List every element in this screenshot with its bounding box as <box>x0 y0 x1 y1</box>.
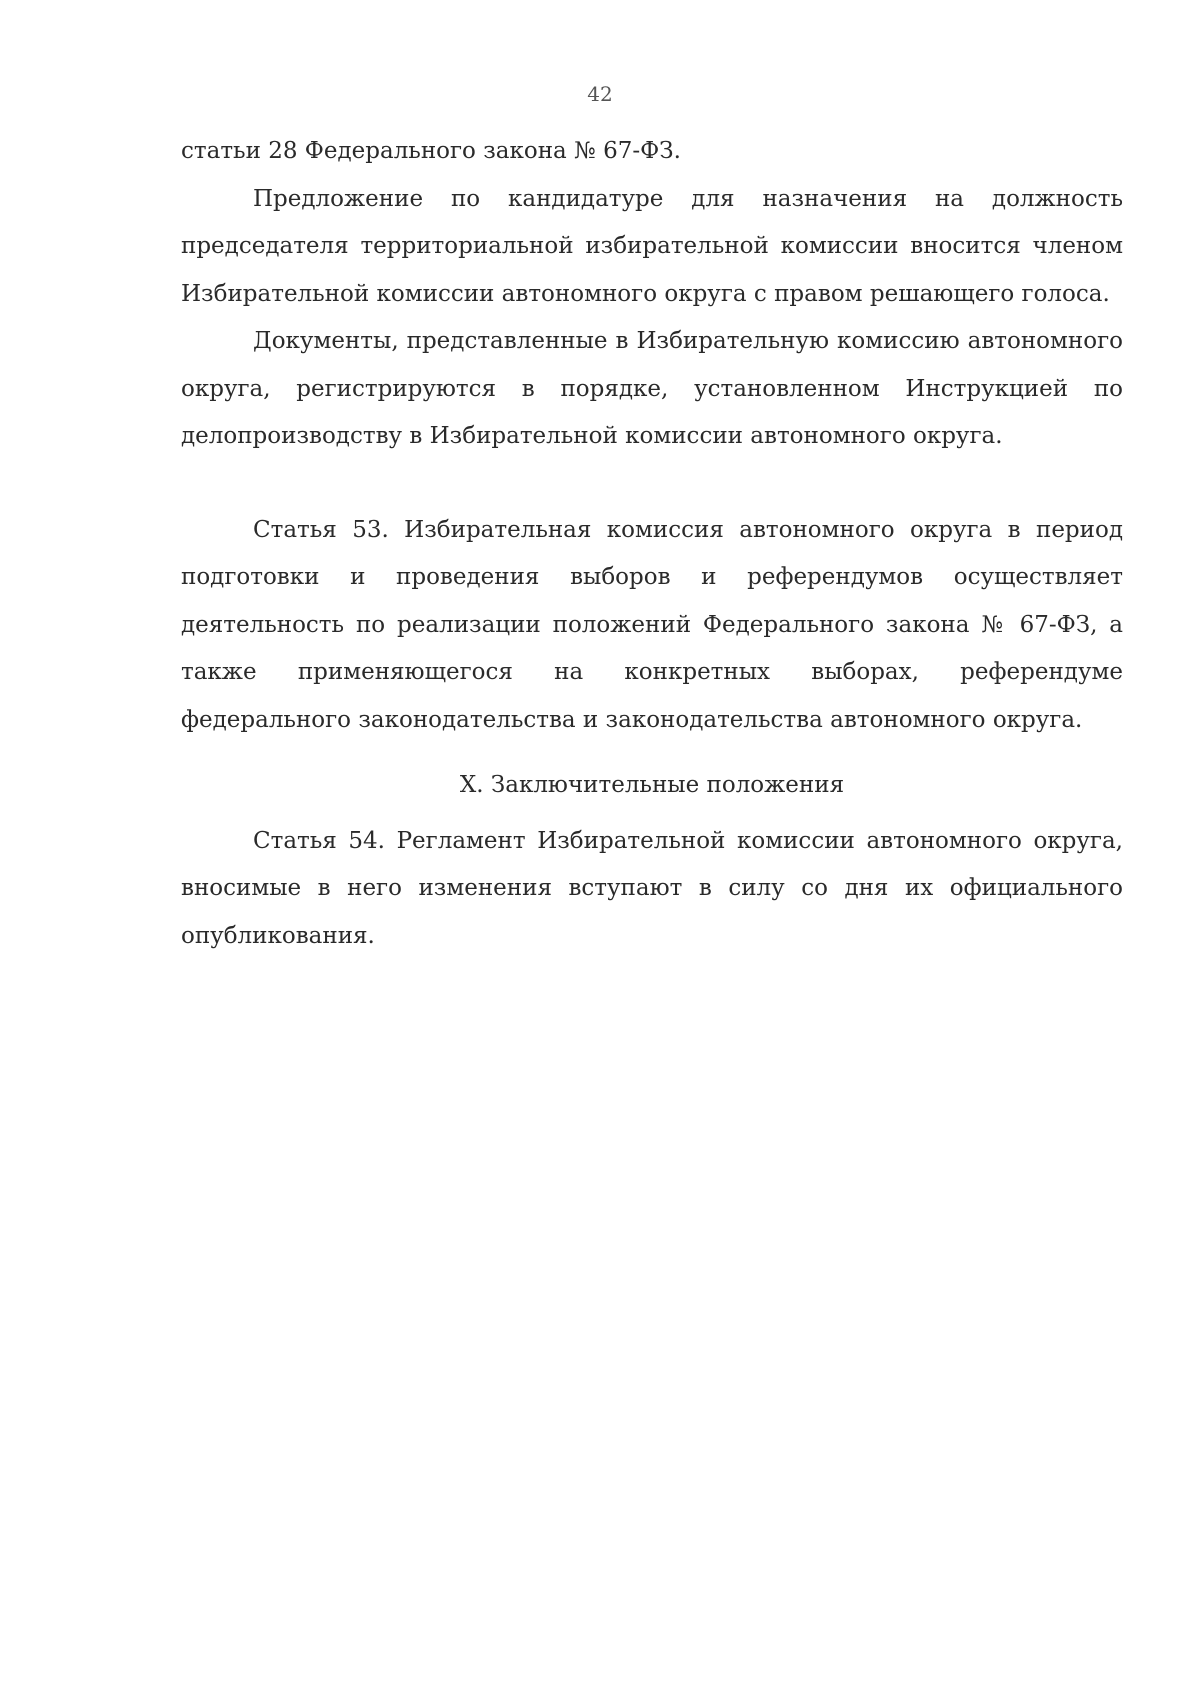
article-53: Статья 53. Избирательная комиссия автономного округа в период подготовки и проведения выборов и референдумов осуществляет деятельность по реализации положений Федерального закона № 67-ФЗ, а также применяющегося на конкретных выборах, референдуме федерального законодательства и законодательства автономного округа. <box>181 516 1123 733</box>
article-54: Статья 54. Регламент Избирательной комиссии автономного округа, вносимые в него изменения вступают в силу со дня их официального опубликования. <box>181 827 1123 949</box>
paragraph-proposal: Предложение по кандидатуре для назначения на должность председателя территориальной избирательной комиссии вносится членом Избирательной комиссии автономного округа с правом решающего голоса. <box>181 185 1123 307</box>
paragraph-documents: Документы, представленные в Избирательную комиссию автономного округа, регистрируются в порядке, установленном Инструкцией по делопроизводству в Избирательной комиссии автономного округа. <box>181 328 1123 449</box>
paragraph-continuation: статьи 28 Федерального закона № 67-ФЗ. <box>181 138 681 164</box>
paragraph-gap <box>181 461 1123 507</box>
document-body <box>181 128 1123 960</box>
section-heading: X. Заключительные положения <box>459 772 845 798</box>
page-number: 42 <box>587 82 613 106</box>
